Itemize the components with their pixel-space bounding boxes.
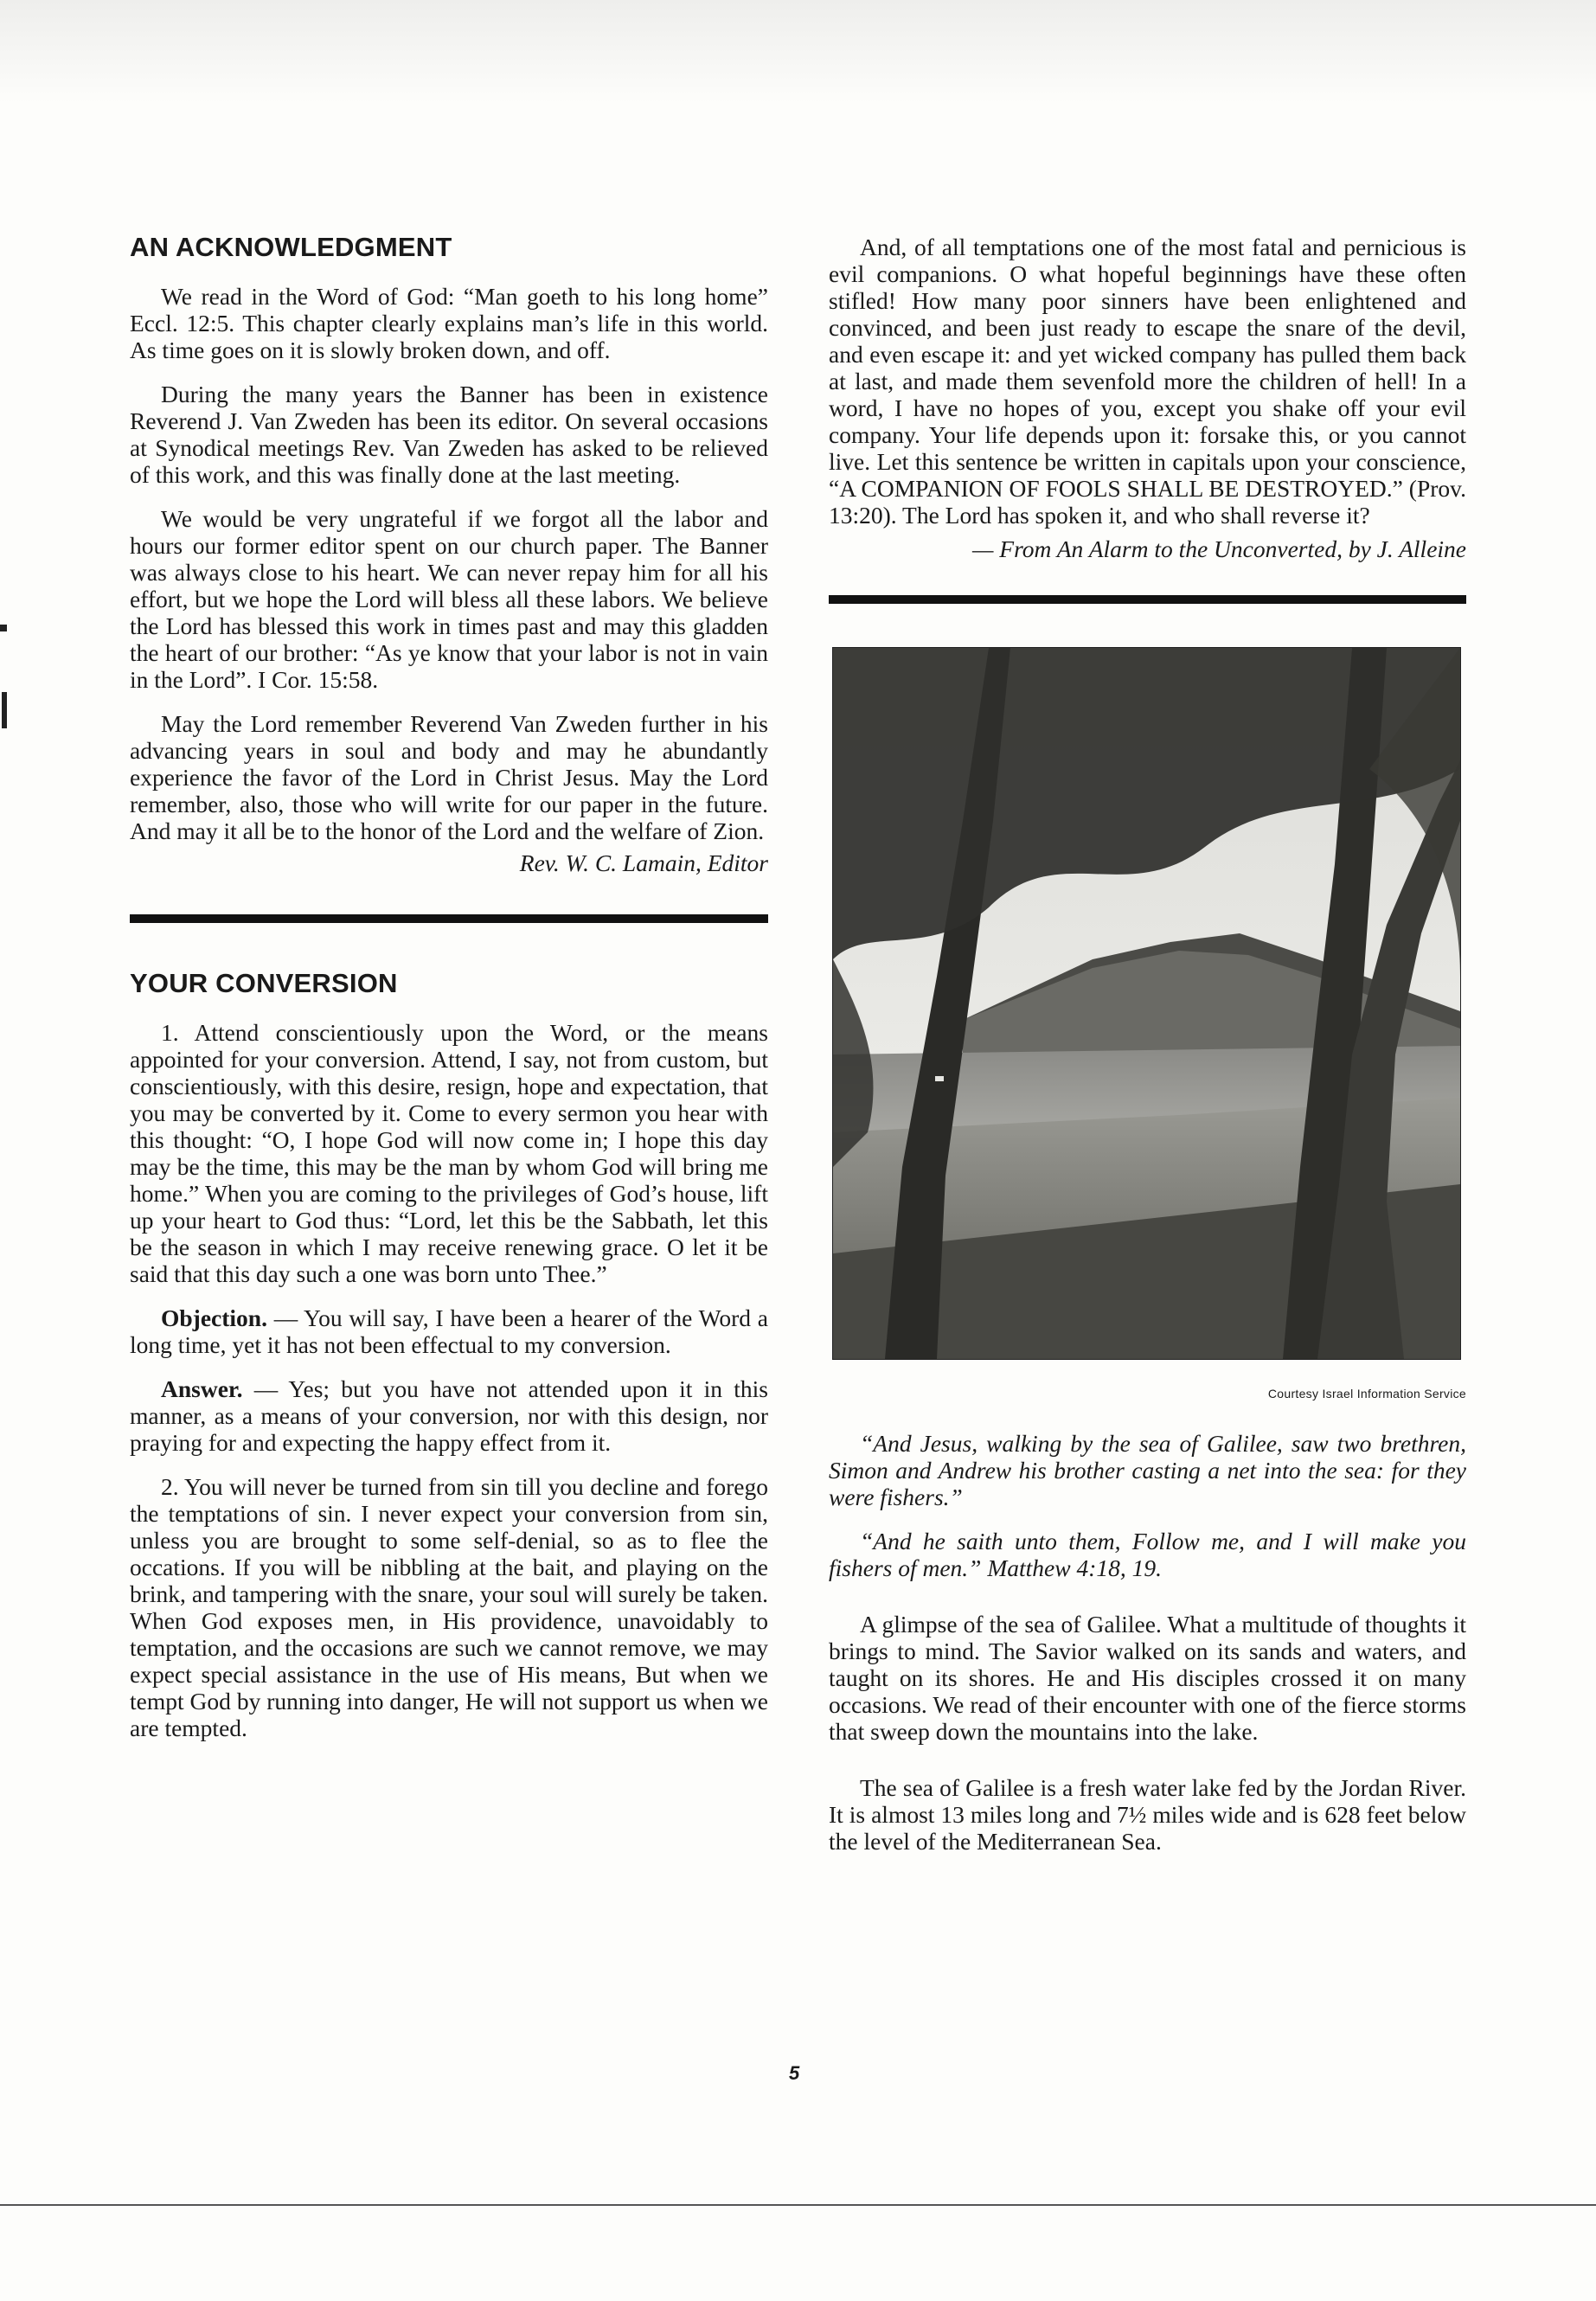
sea-of-galilee-photo [832, 647, 1461, 1360]
left-column [130, 234, 768, 1759]
conversion-paragraph: 2. You will never be turned from sin till you decline and forego the temptations of sin. I never expect your conversion from sin, unless you are brought to some self-denial, so as to flee the occations. If you will be nibbling at the bait, and playing on the brink, and tampering with the snare, your soul will surely be taken. When God exposes men, in His providence, unavoidably to temptation, and the occasions are such we cannot remove, we may expect special assistance in the use of His means, But when we tempt God by running into danger, He will not support us when we are tempted. [130, 1473, 768, 1741]
answer-text: — Yes; but you have not attended upon it in this manner, as a means of your conversion, nor with this design, nor praying for and expecting the happy effect from it. [130, 1375, 768, 1456]
acknowledgment-paragraph: May the Lord remember Reverend Van Zweden further in his advancing years in soul and body and may he abundantly experience the favor of the Lord in Christ Jesus. May the Lord remember, also, those who will write for our paper in the future. And may it all be to the honor of the Lord and the welfare of Zion. [130, 710, 768, 844]
answer-paragraph [130, 1375, 768, 1456]
editor-signature: Rev. W. C. Lamain, Editor [519, 849, 768, 876]
acknowledgment-paragraph: We would be very ungrateful if we forgot all the labor and hours our former editor spent on our church paper. The Banner was always close to his heart. We can never repay him for all his effort, but we hope the Lord will bless all these labors. We believe the Lord has blessed this work in times past and may this gladden the heart of our brother: “As ye know that your labor is not in vain in the Lord”. I Cor. 15:58. [130, 505, 768, 693]
page-number: 5 [789, 2062, 800, 2084]
scan-shading [0, 0, 1596, 104]
answer-label: Answer. [161, 1375, 243, 1402]
acknowledgment-heading: AN ACKNOWLEDGMENT [130, 232, 452, 262]
source-attribution: — From An Alarm to the Unconverted, by J. Alleine [971, 535, 1466, 562]
scan-margin-mark [0, 625, 7, 631]
scan-edge-line [0, 2204, 1596, 2206]
scan-margin-mark [2, 692, 7, 728]
section-divider [130, 914, 768, 923]
photo-caption: “And Jesus, walking by the sea of Galilee, saw two brethren, Simon and Andrew his brother casting a net into the sea: for they were fishers.” [829, 1430, 1466, 1510]
section-divider [829, 595, 1466, 604]
conversion-heading: YOUR CONVERSION [130, 968, 398, 998]
acknowledgment-paragraph: During the many years the Banner has been in existence Reverend J. Van Zweden has been its editor. On several occasions at Synodical meetings Rev. Van Zweden has asked to be relieved of this work, and this was finally done at the last meeting. [130, 381, 768, 488]
objection-label: Objection. [161, 1304, 267, 1331]
galilee-paragraph: The sea of Galilee is a fresh water lake fed by the Jordan River. It is almost 13 miles long and 7½ miles wide and is 628 feet below the level of the Mediterranean Sea. [829, 1774, 1466, 1855]
photo-caption: “And he saith unto them, Follow me, and I will make you fishers of men.” Matthew 4:18, 19. [829, 1528, 1466, 1581]
continuation-paragraph: And, of all temptations one of the most fatal and pernicious is evil companions. O what hopeful beginnings have these often stifled! How many poor sinners have been enlightened and convinced, and been just ready to escape the snare of the devil, and even escape it: and yet wicked company has pulled them back at last, and made them sevenfold more the children of hell! In a word, I have no hopes of you, except you shake off your evil company. Your life depends upon it: forsake this, or you cannot live. Let this sentence be written in capitals upon your conscience, “A COMPANION OF FOOLS SHALL BE DESTROYED.” (Prov. 13:20). The Lord has spoken it, and who shall reverse it? [829, 234, 1466, 529]
galilee-paragraph: A glimpse of the sea of Galilee. What a multitude of thoughts it brings to mind. The Savior walked on its sands and waters, and taught on its shores. He and His disciples crossed it on many occasions. We read of their encounter with one of the fierce storms that sweep down the mountains into the lake. [829, 1611, 1466, 1745]
objection-text: — You will say, I have been a hearer of the Word a long time, yet it has not been effectual to my conversion. [130, 1304, 769, 1358]
objection-paragraph [130, 1304, 768, 1358]
right-column [829, 234, 1466, 1872]
acknowledgment-paragraph: We read in the Word of God: “Man goeth to his long home” Eccl. 12:5. This chapter clearly explains man’s life in this world. As time goes on it is slowly broken down, and off. [130, 283, 768, 363]
photo-credit: Courtesy Israel Information Service [1267, 1387, 1466, 1400]
conversion-paragraph: 1. Attend conscientiously upon the Word, or the means appointed for your conversion. Attend, I say, not from custom, but conscientiously, with this desire, resign, hope and expectation, that you may be converted by it. Come to every sermon you hear with this thought: “O, I hope God will now come in; I hope this day may be the time, this may be the man by whom God will bring me home.” When you are coming to the privileges of God’s house, lift up your heart to God thus: “Lord, let this be the Sabbath, let this be the season in which I may receive renewing grace. O let it be said that this day such a one was born unto Thee.” [130, 1019, 768, 1287]
